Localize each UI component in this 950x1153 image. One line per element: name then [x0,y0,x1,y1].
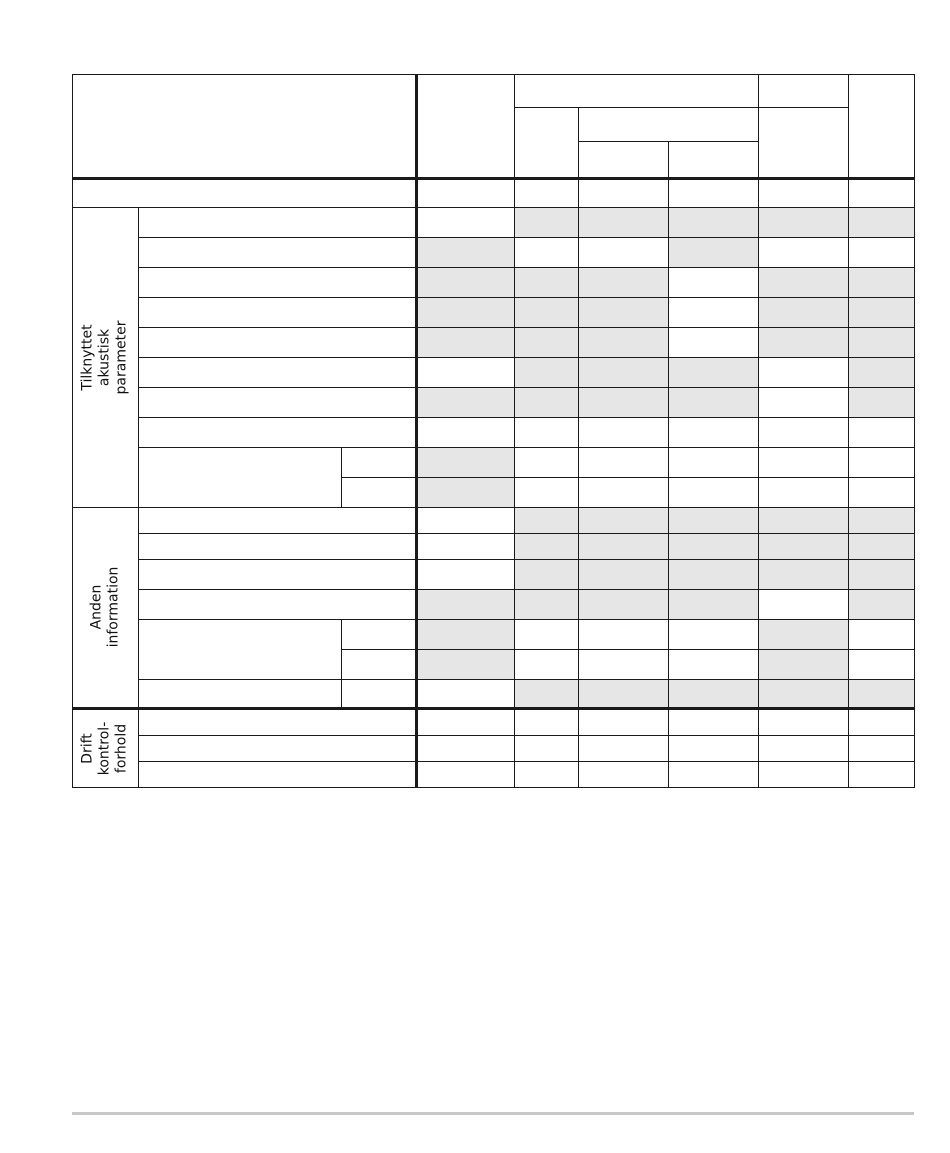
data-cell [848,447,914,477]
table-border-top [72,74,914,75]
data-cell [848,207,914,237]
data-cell [758,417,848,447]
data-cell [758,357,848,387]
data-cell [416,507,514,533]
data-cell [668,387,758,417]
data-cell [668,447,758,477]
data-cell [416,709,514,735]
data-cell [578,327,668,357]
data-cell [416,327,514,357]
data-cell [578,589,668,619]
data-cell [758,679,848,709]
data-cell [578,387,668,417]
data-cell [416,649,514,679]
data-cell [578,679,668,709]
data-cell [848,709,914,735]
data-cell [848,417,914,447]
data-cell [578,447,668,477]
data-cell [848,327,914,357]
group-label-text: Anden information [88,566,121,648]
data-cell [514,327,578,357]
group-label-text: Tilknyttet akustisk parameter [79,320,130,394]
row-line [72,507,914,508]
row-line [138,589,914,590]
data-cell [758,619,848,649]
data-cell [514,417,578,447]
data-cell [514,267,578,297]
data-cell [514,477,578,507]
data-cell [578,297,668,327]
table-border-bottom [72,787,914,788]
data-cell [758,589,848,619]
data-cell [514,507,578,533]
data-cell [416,447,514,477]
row-line [341,477,914,478]
data-cell [848,589,914,619]
data-cell [416,387,514,417]
data-cell [668,327,758,357]
data-cell [758,387,848,417]
row-line [138,735,914,736]
data-cell [514,387,578,417]
data-cell [514,735,578,761]
data-cell [848,533,914,559]
group-label-text: Drift kontrol- forhold [79,721,130,776]
section-thick-line [72,707,914,710]
data-cell [668,267,758,297]
data-cell [758,709,848,735]
data-cell [578,761,668,787]
data-cell [758,447,848,477]
data-cell [668,477,758,507]
row-line [138,237,914,238]
data-cell [416,477,514,507]
data-cell [668,297,758,327]
data-cell [578,357,668,387]
data-cell [668,761,758,787]
data-cell [514,709,578,735]
header-line [758,107,848,108]
data-cell [514,589,578,619]
data-cell [848,297,914,327]
data-cell [416,417,514,447]
data-cell [514,649,578,679]
group-label-other [72,507,138,707]
data-cell [848,357,914,387]
footer-rule [72,1112,914,1115]
row-line [138,357,914,358]
data-cell [848,267,914,297]
data-cell [514,237,578,267]
row-line [138,387,914,388]
row-line [341,649,914,650]
data-cell [758,649,848,679]
data-cell [848,507,914,533]
row-line [138,267,914,268]
data-cell [668,533,758,559]
data-cell [416,533,514,559]
row-line [72,207,914,208]
data-cell [668,709,758,735]
data-cell [416,761,514,787]
main-thick-divider [415,74,418,788]
data-cell [668,357,758,387]
data-cell [578,735,668,761]
data-cell [578,533,668,559]
data-cell [668,507,758,533]
data-cell [848,477,914,507]
data-cell [416,207,514,237]
data-cell [848,619,914,649]
data-cell [668,237,758,267]
data-cell [578,559,668,589]
data-cell [578,709,668,735]
column-divider [668,178,669,787]
data-cell [758,559,848,589]
row-line [138,559,914,560]
data-cell [416,357,514,387]
data-cell [416,559,514,589]
data-cell [578,649,668,679]
data-cell [848,761,914,787]
data-cell [758,735,848,761]
data-cell [416,297,514,327]
row-line [138,679,914,680]
data-cell [514,761,578,787]
data-cell [514,297,578,327]
data-cell [758,237,848,267]
data-cell [416,735,514,761]
data-cell [668,649,758,679]
data-cell [758,327,848,357]
data-cell [758,297,848,327]
data-cell [578,477,668,507]
row-line [138,761,914,762]
data-cell [668,679,758,709]
row-line [138,417,914,418]
data-cell [668,417,758,447]
header-thick-line [72,177,914,180]
data-cell [514,619,578,649]
row-line [138,533,914,534]
data-cell [668,559,758,589]
data-cell [578,207,668,237]
data-cell [416,237,514,267]
label-subdivider [341,447,342,507]
data-cell [416,267,514,297]
data-cell [668,619,758,649]
label-subdivider [341,619,342,709]
data-cell [848,559,914,589]
data-cell [758,207,848,237]
column-divider [514,74,515,787]
table-border-right [914,74,915,788]
data-cell [416,589,514,619]
data-cell [578,237,668,267]
column-divider [758,74,759,787]
group-divider [138,207,139,787]
data-cell [514,447,578,477]
data-cell [848,649,914,679]
group-label-operating [72,710,138,787]
header-line [514,107,758,108]
data-cell [514,559,578,589]
data-cell [758,507,848,533]
row-line [138,297,914,298]
data-cell [758,477,848,507]
data-cell [848,679,914,709]
row-line [138,619,914,620]
data-cell [668,735,758,761]
data-cell [848,237,914,267]
data-cell [668,207,758,237]
row-line [138,447,914,448]
group-label-acoustic [72,207,138,507]
data-cell [416,619,514,649]
row-line [138,327,914,328]
data-cell [848,735,914,761]
data-cell [848,387,914,417]
data-cell [758,533,848,559]
data-cell [514,357,578,387]
data-cell [578,267,668,297]
data-cell [514,533,578,559]
data-cell [514,679,578,709]
column-divider [848,74,849,787]
column-divider [578,178,579,787]
data-cell [668,589,758,619]
data-cell [578,619,668,649]
data-cell [578,507,668,533]
data-cell [758,761,848,787]
data-cell [758,267,848,297]
data-cell [514,207,578,237]
data-cell [578,417,668,447]
data-cell [416,679,514,709]
